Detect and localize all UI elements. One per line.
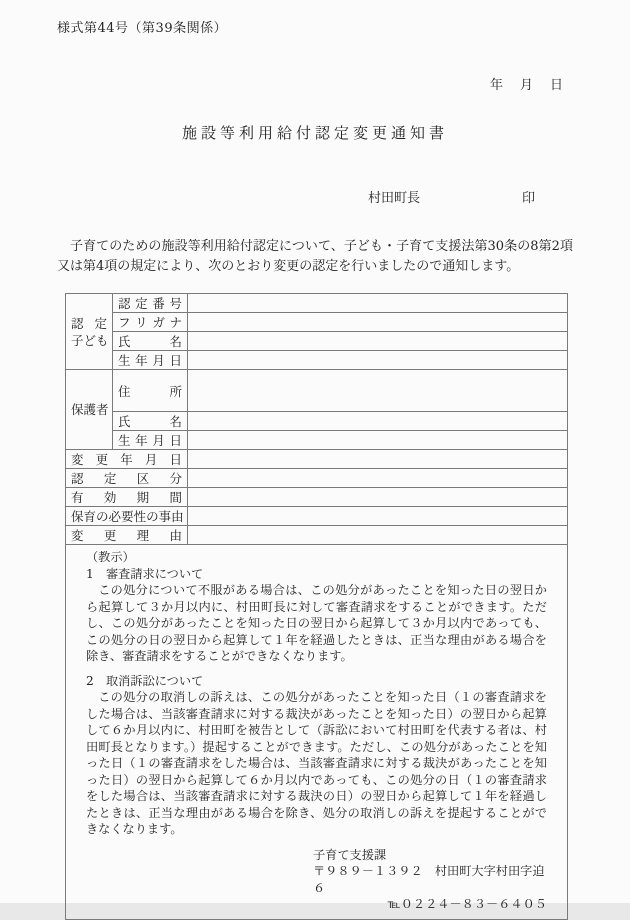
legal-notes-cell	[66, 545, 568, 920]
label-child-name: 氏 名	[113, 332, 188, 351]
table-row	[66, 313, 568, 332]
table-row	[66, 488, 568, 507]
intro-paragraph: 子育てのための施設等利用給付認定について、子ども・子育て支援法第30条の8第2項又は第4項の規定により、次のとおり変更の認定を行いましたので通知します。	[57, 239, 573, 274]
table-row	[66, 351, 568, 370]
label-guardian-address: 住 所	[113, 370, 188, 412]
label-change-date: 変 更 年 月 日	[66, 450, 188, 469]
value-child-birthdate	[188, 351, 568, 370]
table-row-notes	[66, 545, 568, 920]
notes-item2-body: この処分の取消しの訴えは、この処分があったことを知った日（１の審査請求をした場合は、当該審査請求に対する裁決があったことを知った日）の翌日から起算して６か月以内に、村田町を被告として（訴訟において村田町を代表する者は、村田町長となります。）提起することができます。ただし、この処分があったことを知った日（１の審査請求をした場合は、当該審査請求に対する裁決があったことを知った日）の翌日から起算して６か月以内であっても、この処分の日（１の審査請求をした場合は、当該審査請求に対する裁決の日）の翌日から起算して１年を経過したときは、正当な理由がある場合を除き、処分の取消しの訴えを提起することができなくなります。	[86, 690, 547, 836]
value-change-date	[188, 450, 568, 469]
label-certification-number: 認 定 番 号	[113, 294, 188, 313]
child-group-label: 認 定 子 ど も	[66, 294, 113, 370]
notes-item-lawsuit	[86, 673, 547, 838]
notes-item-appeal	[86, 566, 547, 665]
table-row	[66, 412, 568, 431]
notes-heading: （教示）	[86, 550, 135, 564]
notes-item2-title: 2 取消訴訟について	[86, 673, 204, 688]
legal-notes	[86, 549, 547, 913]
table-row	[66, 370, 568, 412]
phone-number: ℡０２２４－８３－６４０５	[387, 897, 547, 911]
value-validity-period	[188, 488, 568, 507]
table-row	[66, 507, 568, 526]
issuer-row	[368, 187, 535, 206]
date-line: 年 月 日	[489, 78, 565, 93]
table-row	[66, 526, 568, 545]
label-validity-period: 有 効 期 間	[66, 488, 188, 507]
label-child-furigana: フ リ ガ ナ	[113, 313, 188, 332]
table-row	[66, 469, 568, 488]
table-row	[66, 431, 568, 450]
page-title: 施設等利用給付認定変更通知書	[181, 124, 448, 142]
table-row	[66, 294, 568, 313]
value-child-furigana	[188, 313, 568, 332]
value-child-name	[188, 332, 568, 351]
label-child-birthdate: 生 年 月 日	[113, 351, 188, 370]
notes-item1-body: この処分について不服がある場合は、この処分があったことを知った日の翌日から起算して３か月以内に、村田町長に対して審査請求をすることができます。ただし、この処分があったことを知った日の翌日から起算して３か月以内であっても、この処分の日の翌日から起算して１年を経過したときは、正当な理由がある場合を除き、審査請求をすることができなくなります。	[86, 583, 547, 663]
label-guardian-birthdate: 生 年 月 日	[113, 431, 188, 450]
value-change-reason	[188, 526, 568, 545]
value-guardian-address	[188, 370, 568, 412]
table-row	[66, 332, 568, 351]
department-name: 子育て支援課	[313, 847, 387, 862]
form-number: 様式第44号（第39条関係）	[57, 21, 228, 36]
certification-table	[65, 293, 568, 920]
label-childcare-necessity-reason: 保 育 の 必 要 性 の 事 由	[66, 507, 188, 526]
value-guardian-name	[188, 412, 568, 431]
postal-address: 〒９８９－１３９２ 村田町大字村田字迫６	[313, 864, 545, 895]
label-change-reason: 変 更 理 由	[66, 526, 188, 545]
seal-placeholder: 印	[521, 191, 535, 206]
value-childcare-necessity-reason	[188, 507, 568, 526]
value-guardian-birthdate	[188, 431, 568, 450]
value-certification-number	[188, 294, 568, 313]
guardian-group-label: 保 護 者	[66, 370, 113, 450]
table-row	[66, 450, 568, 469]
issuer-name: 村田町長	[368, 191, 421, 206]
label-guardian-name: 氏 名	[113, 412, 188, 431]
label-certification-category: 認 定 区 分	[66, 469, 188, 488]
value-certification-category	[188, 469, 568, 488]
notes-item1-title: 1 審査請求について	[86, 566, 204, 581]
contact-block	[313, 847, 547, 913]
